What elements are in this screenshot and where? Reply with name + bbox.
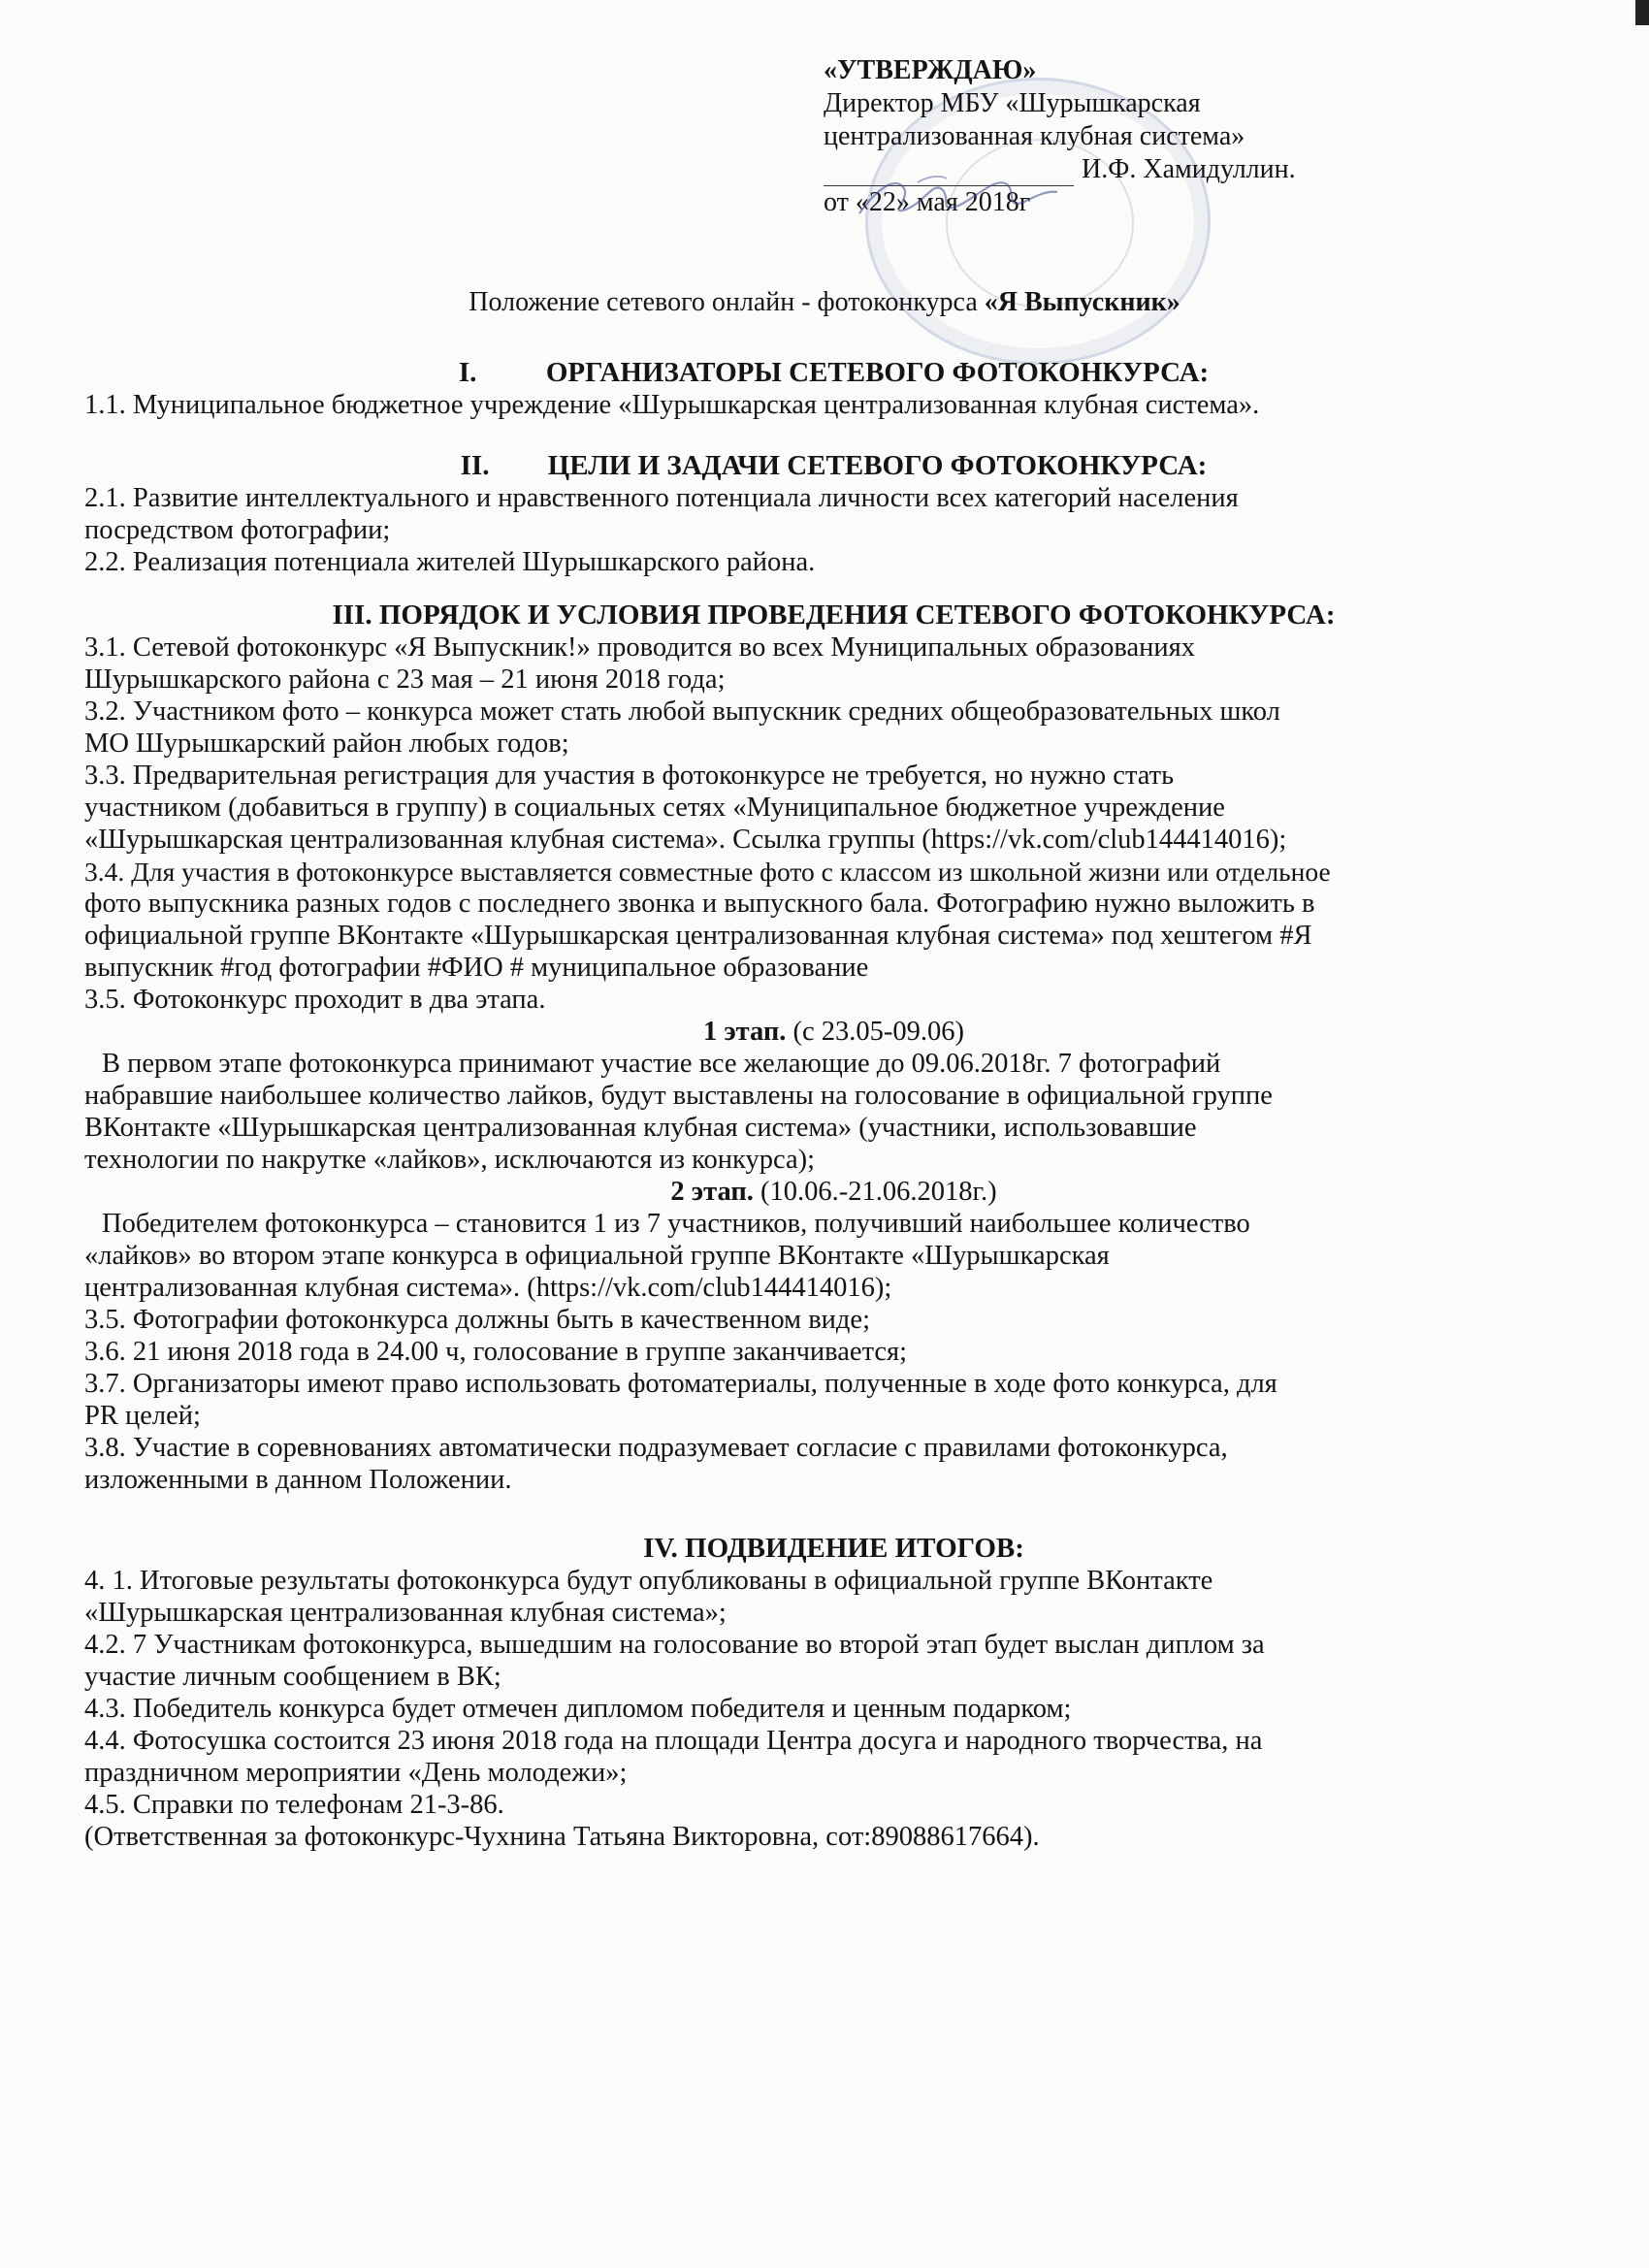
s3-line-12: 3.5. Фотоконкурс проходит в два этапа. <box>84 985 546 1015</box>
s3-line-11: выпускник #год фотографии #ФИО # муниципальное образование <box>84 953 869 983</box>
stage-2-dates: (10.06.-21.06.2018г.) <box>753 1177 997 1207</box>
s3-line-8: 3.4. Для участия в фотоконкурсе выставляется совместные фото с классом из школьной жизни или отдельное <box>84 857 1331 887</box>
s3-line-3: 3.2. Участником фото – конкурса может стать любой выпускник средних общеобразовательных школ <box>84 697 1280 727</box>
s4-line-2: «Шурышкарская централизованная клубная система»; <box>84 1598 727 1628</box>
s4-line-8: 4.5. Справки по телефонам 21-3-86. <box>84 1790 504 1820</box>
section-1-number: I. <box>458 357 477 388</box>
s4-line-9: (Ответственная за фотоконкурс-Чухнина Татьяна Викторовна, сот:89088617664). <box>84 1822 1040 1852</box>
s3-line-17: 3.8. Участие в соревнованиях автоматически подразумевает согласие с правилами фотоконкурса, <box>84 1433 1228 1463</box>
approval-date: от «22» мая 2018г <box>824 187 1031 217</box>
stage-1-heading <box>84 1016 1583 1048</box>
s4-line-7: праздничном мероприятии «День молодежи»; <box>84 1758 628 1788</box>
section-2-number: II. <box>460 450 490 481</box>
s4-line-1: 4. 1. Итоговые результаты фотоконкурса будут опубликованы в официальной группе ВКонтакте <box>84 1566 1213 1596</box>
stage-1-label: 1 этап. <box>702 1017 787 1047</box>
scan-edge-mark <box>1635 0 1649 25</box>
s3-line-4: МО Шурышкарский район любых годов; <box>84 729 569 759</box>
document-title <box>0 287 1649 318</box>
section-3-heading: III. ПОРЯДОК И УСЛОВИЯ ПРОВЕДЕНИЯ СЕТЕВОГО ФОТОКОНКУРСА: <box>332 599 1336 631</box>
s4-line-5: 4.3. Победитель конкурса будет отмечен дипломом победителя и ценным подарком; <box>84 1694 1072 1724</box>
s2-item-2: 2.2. Реализация потенциала жителей Шурышкарского района. <box>84 547 816 577</box>
stage-1-line-4: технологии по накрутке «лайков», исключаются из конкурса); <box>84 1145 816 1175</box>
document-body <box>84 357 1583 1853</box>
stage-1-dates: (с 23.05-09.06) <box>786 1017 965 1047</box>
s2-item-1a: 2.1. Развитие интеллектуального и нравственного потенциала личности всех категорий населения <box>84 483 1239 513</box>
section-1-heading <box>84 357 1583 389</box>
s3-line-15: 3.7. Организаторы имеют право использовать фотоматериалы, полученные в ходе фото конкурса, для <box>84 1369 1277 1399</box>
stage-2-line-2: «лайков» во втором этапе конкурса в официальной группе ВКонтакте «Шурышкарская <box>84 1241 1110 1271</box>
approval-line-1: Директор МБУ «Шурышкарская <box>824 88 1201 118</box>
section-1-title: ОРГАНИЗАТОРЫ СЕТЕВОГО ФОТОКОНКУРСА: <box>545 357 1210 388</box>
s4-line-4: участие личным сообщением в ВК; <box>84 1662 501 1692</box>
approval-line-2: централизованная клубная система» <box>824 121 1245 151</box>
s3-line-5: 3.3. Предварительная регистрация для участия в фотоконкурсе не требуется, но нужно стать <box>84 761 1175 791</box>
stage-2-heading <box>84 1176 1583 1208</box>
approval-heading: «УТВЕРЖДАЮ» <box>824 55 1037 85</box>
stage-1-line-3: ВКонтакте «Шурышкарская централизованная клубная система» (участники, использовавшие <box>84 1113 1197 1143</box>
stage-1-line-2: набравшие наибольшее количество лайков, будут выставлены на голосование в официальной группе <box>84 1081 1273 1111</box>
stage-2-line-1: Победителем фотоконкурса – становится 1 из 7 участников, получивший наибольшее количество <box>102 1209 1250 1239</box>
handwritten-signature <box>850 167 1063 225</box>
stage-2-line-3: централизованная клубная система». (https://vk.com/club144414016); <box>84 1273 892 1303</box>
s3-line-9: фото выпускника разных годов с последнего звонка и выпускного бала. Фотографию нужно выложить в <box>84 889 1315 919</box>
s3-line-6: участником (добавиться в группу) в социальных сетях «Муниципальное бюджетное учреждение <box>84 793 1225 823</box>
title-prefix: Положение сетевого онлайн - фотоконкурса <box>469 287 985 317</box>
s2-item-1b: посредством фотографии; <box>84 515 391 545</box>
section-4-heading: IV. ПОДВИДЕНИЕ ИТОГОВ: <box>643 1533 1024 1564</box>
signature-svg <box>850 167 1063 225</box>
s4-line-3: 4.2. 7 Участникам фотоконкурса, вышедшим на голосование во второй этап будет выслан диплом за <box>84 1630 1265 1660</box>
s3-line-7: «Шурышкарская централизованная клубная система». Ссылка группы (https://vk.com/club144414016); <box>84 825 1287 855</box>
s3-line-13: 3.5. Фотографии фотоконкурса должны быть в качественном виде; <box>84 1305 870 1335</box>
s3-line-1: 3.1. Сетевой фотоконкурс «Я Выпускник!» проводится во всех Муниципальных образованиях <box>84 632 1195 663</box>
s3-line-16: PR целей; <box>84 1401 201 1431</box>
s3-line-14: 3.6. 21 июня 2018 года в 24.00 ч, голосование в группе заканчивается; <box>84 1337 908 1367</box>
stage-1-line-1: В первом этапе фотоконкурса принимают участие все желающие до 09.06.2018г. 7 фотографий <box>102 1049 1221 1079</box>
s3-line-18: изложенными в данном Положении. <box>84 1465 512 1495</box>
stage-2-label: 2 этап. <box>670 1177 754 1207</box>
s3-line-2: Шурышкарского района с 23 мая – 21 июня 2018 года; <box>84 664 726 695</box>
s4-line-6: 4.4. Фотосушка состоится 23 июня 2018 года на площади Центра досуга и народного творчества, на <box>84 1726 1263 1756</box>
s3-line-10: официальной группе ВКонтакте «Шурышкарская централизованная клубная система» под хештегом #Я <box>84 921 1312 951</box>
title-contest-name: «Я Выпускник» <box>984 287 1180 317</box>
section-2-heading <box>84 450 1583 482</box>
approval-signer: И.Ф. Хамидуллин. <box>1082 154 1296 184</box>
s1-item-1: 1.1. Муниципальное бюджетное учреждение «Шурышкарская централизованная клубная система». <box>84 390 1260 420</box>
section-2-title: ЦЕЛИ И ЗАДАЧИ СЕТЕВОГО ФОТОКОНКУРСА: <box>547 450 1208 481</box>
